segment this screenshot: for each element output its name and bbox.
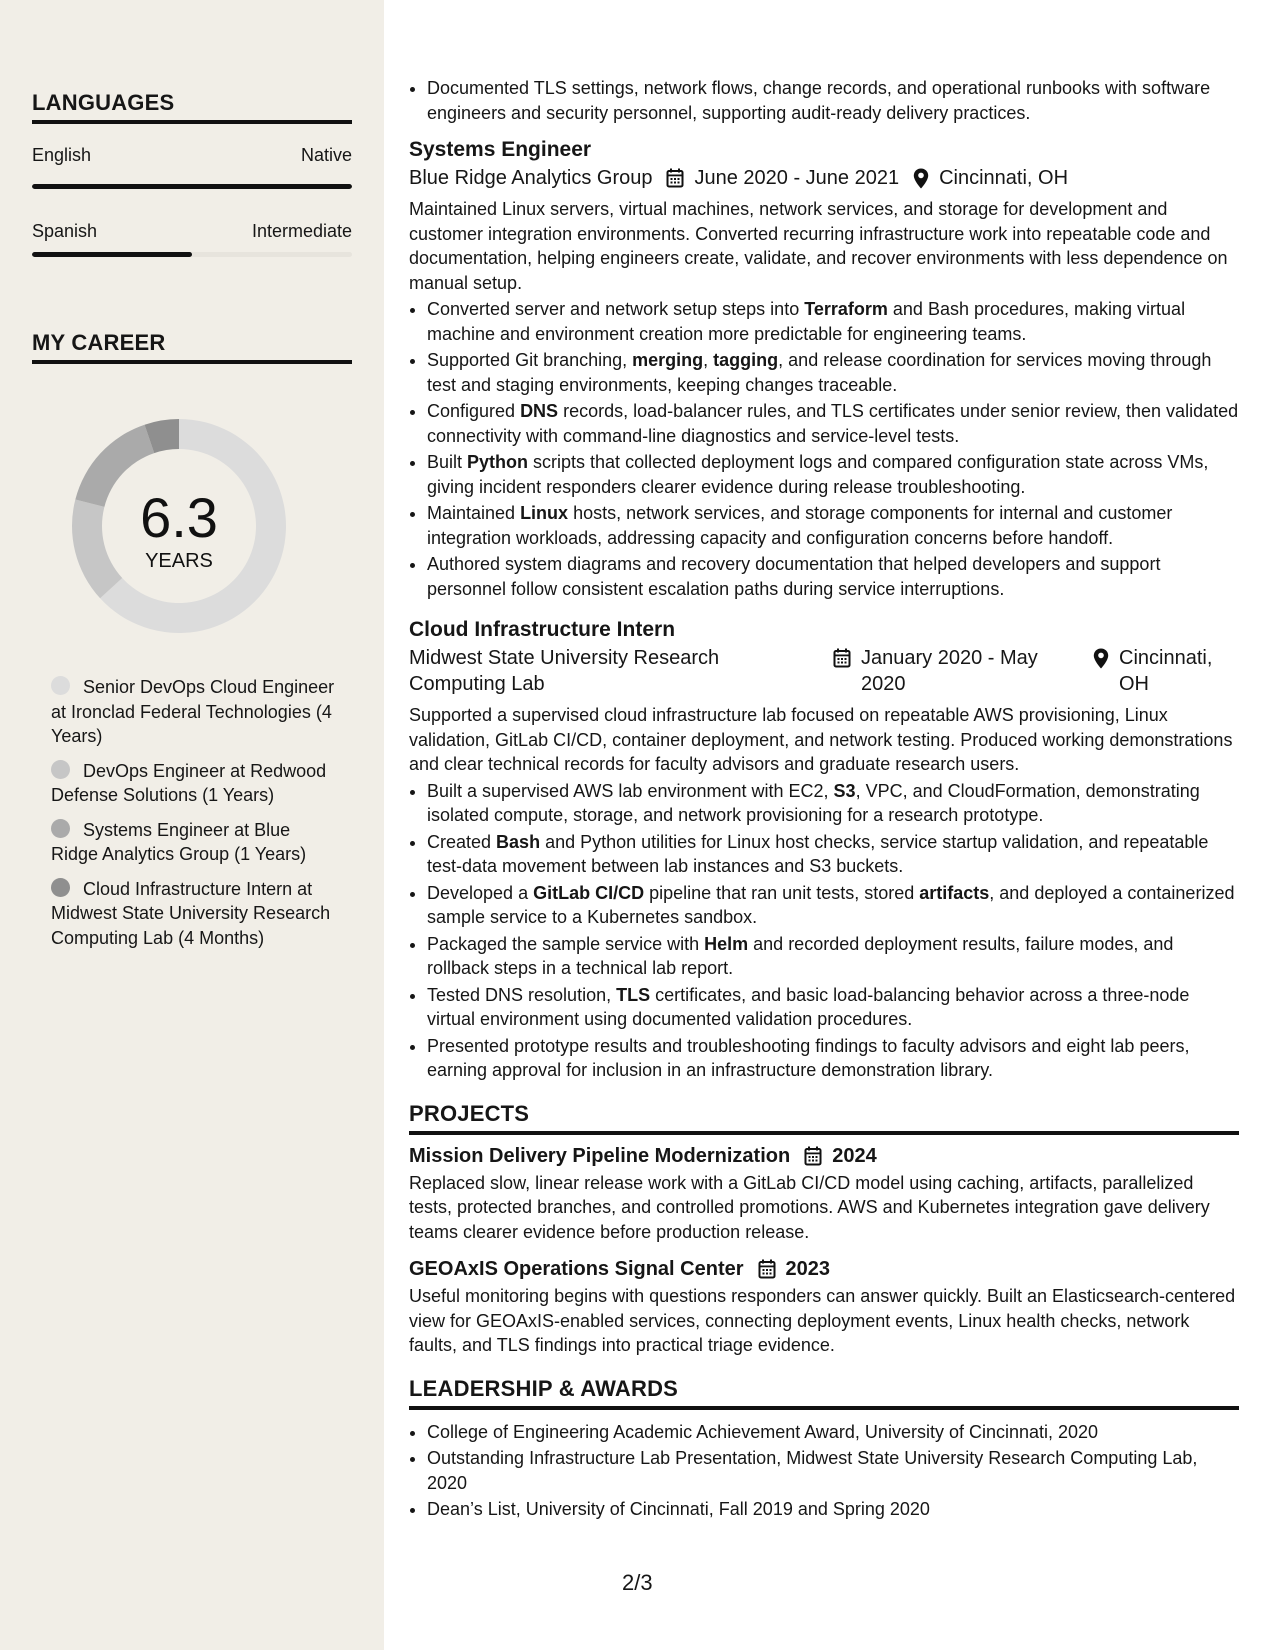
job-meta — [409, 645, 1239, 697]
bullet-item — [427, 881, 1239, 930]
bullet-item — [427, 779, 1239, 828]
bullet-keyword: Helm — [704, 933, 749, 954]
projects-heading: PROJECTS — [409, 1101, 1239, 1135]
bullet-text: , and release coordination for services moving through test and staging environments, keeping changes traceable. — [427, 350, 1212, 395]
bullet-keyword: artifacts — [919, 882, 990, 903]
job-entry — [409, 135, 1239, 601]
main-content — [409, 76, 1239, 1524]
calendar-icon — [804, 1146, 822, 1166]
continued-bullets — [409, 76, 1239, 125]
bullet-item: • Documented TLS settings, network flows, change records, and operational runbooks with software engineers and security personnel, supporting audit-ready delivery practices. — [427, 76, 1239, 125]
bullet-text: Authored system diagrams and recovery documentation that helped developers and support personnel follow consistent escalation paths during service interruptions. — [427, 554, 1161, 599]
bullet-text: and Python utilities for Linux host checks, service startup validation, and repeatable test-data movement between lab instances and S3 buckets. — [427, 831, 1209, 876]
career-donut-chart — [66, 413, 292, 639]
bullet-text: records, load-balancer rules, and TLS certificates under senior review, then validated connectivity with command-line diagnostics and service-level tests. — [427, 401, 1239, 446]
job-title: Systems Engineer — [409, 138, 592, 161]
project-entry — [409, 1254, 1239, 1358]
career-legend-label: Systems Engineer at Blue Ridge Analytics Group (1 Years) — [51, 819, 307, 864]
project-entry — [409, 1141, 1239, 1245]
job-bullets — [409, 779, 1239, 1083]
bullet-item — [427, 1034, 1239, 1083]
bullet-text: , — [703, 350, 714, 370]
project-year: 2024 — [832, 1144, 877, 1167]
bullet-text: and Bash procedures, making virtual machine and environment creation more predictable for engineering teams. — [427, 299, 1186, 344]
map-pin-icon — [1093, 648, 1109, 669]
award-item: • Outstanding Infrastructure Lab Presentation, Midwest State University Research Computing Lab, 2020 — [427, 1446, 1239, 1495]
career-total-years: 6.3 — [140, 486, 218, 549]
bullet-text: scripts that collected deployment logs and compared configuration state across VMs, giving incident responders clearer evidence during release troubleshooting. — [427, 452, 1209, 497]
bullet-item — [427, 983, 1239, 1032]
legend-dot — [51, 760, 70, 779]
bullet-keyword: Bash — [496, 831, 541, 852]
language-name: English — [32, 145, 92, 165]
project-description: Replaced slow, linear release work with a GitLab CI/CD model using caching, artifacts, parallelized tests, protected branches, and controlled promotions. AWS and Kubernetes integration gave delivery teams clearer evidence before production release. — [409, 1172, 1210, 1242]
languages-heading: LANGUAGES — [32, 90, 352, 124]
sidebar — [0, 0, 384, 1650]
bullet-text: Packaged the sample service with — [427, 933, 705, 954]
career-legend-item — [51, 877, 341, 951]
bullet-text: Built — [427, 452, 468, 472]
bullet-text: and recorded deployment results, failure modes, and rollback steps in a technical lab report. — [427, 933, 1174, 978]
bullet-keyword: S3 — [833, 780, 856, 801]
language-level: Native — [300, 145, 352, 165]
project-description: Useful monitoring begins with questions responders can answer quickly. Built an Elasticsearch-centered view for GEOAxIS-enabled services, connecting deployment events, Linux health checks, network faults, and TLS findings into practical triage evidence. — [409, 1286, 1236, 1355]
bullet-text: hosts, network services, and storage components for internal and customer integration workloads, addressing capacity and configuration concerns before handoff. — [427, 503, 1173, 548]
project-year: 2023 — [785, 1258, 831, 1280]
map-pin-icon — [913, 168, 929, 189]
language-level: Intermediate — [251, 221, 352, 241]
bullet-keyword: Python — [467, 452, 529, 472]
job-entry — [409, 615, 1239, 1083]
bullet-item — [427, 932, 1239, 981]
career-legend-label: DevOps Engineer at Redwood Defense Solutions (1 Years) — [51, 760, 327, 805]
award-item: • Dean’s List, University of Cincinnati, Fall 2019 and Spring 2020 — [427, 1497, 1239, 1522]
language-proficiency-bar-spanish — [32, 252, 352, 257]
project-title: GEOAxIS Operations Signal Center — [409, 1258, 744, 1280]
bullet-keyword: merging — [632, 350, 704, 370]
job-dates — [833, 645, 1079, 697]
job-title: Cloud Infrastructure Intern — [409, 618, 676, 641]
bullet-text: Developed a — [427, 882, 534, 903]
legend-dot — [51, 676, 70, 695]
career-heading: MY CAREER — [32, 330, 352, 364]
language-proficiency-fill — [32, 252, 192, 257]
legend-dot — [51, 878, 70, 897]
language-proficiency-bar-english — [32, 184, 352, 189]
page-number: 2/3 — [622, 1570, 653, 1595]
bullet-text: , VPC, and CloudFormation, demonstrating isolated compute, storage, and network provisioning for a research prototype. — [427, 780, 1200, 825]
bullet-item — [427, 830, 1239, 879]
bullet-text: Maintained — [427, 503, 521, 523]
career-legend-item — [51, 675, 341, 749]
job-location-text: Cincinnati, OH — [939, 167, 1069, 189]
job-summary: Supported a supervised cloud infrastructure lab focused on repeatable AWS provisioning, Linux validation, GitLab CI/CD, container deployment, and network testing. Produced working demonstrations and clear technical records for faculty advisors and graduate research users. — [409, 705, 1233, 774]
project-title: Mission Delivery Pipeline Modernization — [409, 1144, 791, 1167]
bullet-text: certificates, and basic load-balancing behavior across a three-node virtual environment using documented validation procedures. — [427, 984, 1190, 1029]
awards-heading: LEADERSHIP & AWARDS — [409, 1376, 1239, 1410]
bullet-item — [427, 348, 1239, 397]
job-company: Midwest State University Research Computing Lab — [409, 647, 720, 695]
job-location — [1093, 645, 1239, 697]
job-dates-text: January 2020 - May 2020 — [861, 647, 1038, 695]
award-item: • College of Engineering Academic Achievement Award, University of Cincinnati, 2020 — [427, 1420, 1239, 1445]
career-legend-label: Cloud Infrastructure Intern at Midwest State University Research Computing Lab (4 Months) — [51, 878, 331, 948]
bullet-item — [427, 297, 1239, 346]
bullet-text: Presented prototype results and troubleshooting findings to faculty advisors and eight lab peers, earning approval for inclusion in an infrastructure demonstration library. — [427, 1035, 1190, 1080]
job-location-text: Cincinnati, OH — [1119, 647, 1213, 695]
project-title-row — [409, 1254, 1239, 1284]
bullet-keyword: TLS — [616, 984, 651, 1005]
bullet-keyword: GitLab CI/CD — [533, 882, 645, 903]
calendar-icon — [833, 648, 851, 668]
bullet-text: , and deployed a containerized sample service to a Kubernetes sandbox. — [427, 882, 1235, 927]
job-company: Blue Ridge Analytics Group — [409, 167, 653, 189]
calendar-icon — [758, 1259, 776, 1279]
job-location — [913, 165, 1068, 191]
bullet-text: Configured — [427, 401, 521, 421]
career-legend-item — [51, 818, 341, 867]
bullet-item — [427, 552, 1239, 601]
bullet-text: Created — [427, 831, 497, 852]
career-total-unit: YEARS — [145, 550, 213, 572]
bullet-text: Supported Git branching, — [427, 350, 633, 370]
calendar-icon — [666, 168, 684, 188]
job-meta — [409, 165, 1239, 191]
bullet-item — [427, 399, 1239, 448]
language-name: Spanish — [32, 221, 98, 241]
career-legend-item — [51, 759, 341, 808]
bullet-text: Converted server and network setup steps into — [427, 299, 805, 319]
job-dates-text: June 2020 - June 2021 — [694, 167, 900, 189]
bullet-text: pipeline that ran unit tests, stored — [644, 882, 920, 903]
job-summary: Maintained Linux servers, virtual machines, network services, and storage for development and customer integration environments. Converted recurring infrastructure work into repeatable code and documentation, helping engineers create, validate, and recover environments with less dependence on manual setup. — [409, 199, 1228, 293]
language-proficiency-fill — [32, 184, 352, 189]
bullet-item — [427, 501, 1239, 550]
bullet-text: Built a supervised AWS lab environment with EC2, — [427, 780, 834, 801]
bullet-keyword: DNS — [520, 401, 559, 421]
bullet-keyword: Linux — [520, 503, 569, 523]
job-dates — [666, 165, 899, 191]
career-legend — [51, 675, 341, 960]
bullet-item — [427, 450, 1239, 499]
legend-dot — [51, 819, 70, 838]
career-donut-center — [66, 413, 292, 639]
job-bullets — [409, 297, 1239, 601]
awards-list — [409, 1420, 1239, 1522]
bullet-text: Tested DNS resolution, — [427, 984, 617, 1005]
bullet-keyword: Terraform — [804, 299, 888, 319]
project-title-row — [409, 1141, 1239, 1171]
career-legend-label: Senior DevOps Cloud Engineer at Ironclad Federal Technologies (4 Years) — [51, 677, 335, 746]
bullet-keyword: tagging — [713, 350, 779, 370]
